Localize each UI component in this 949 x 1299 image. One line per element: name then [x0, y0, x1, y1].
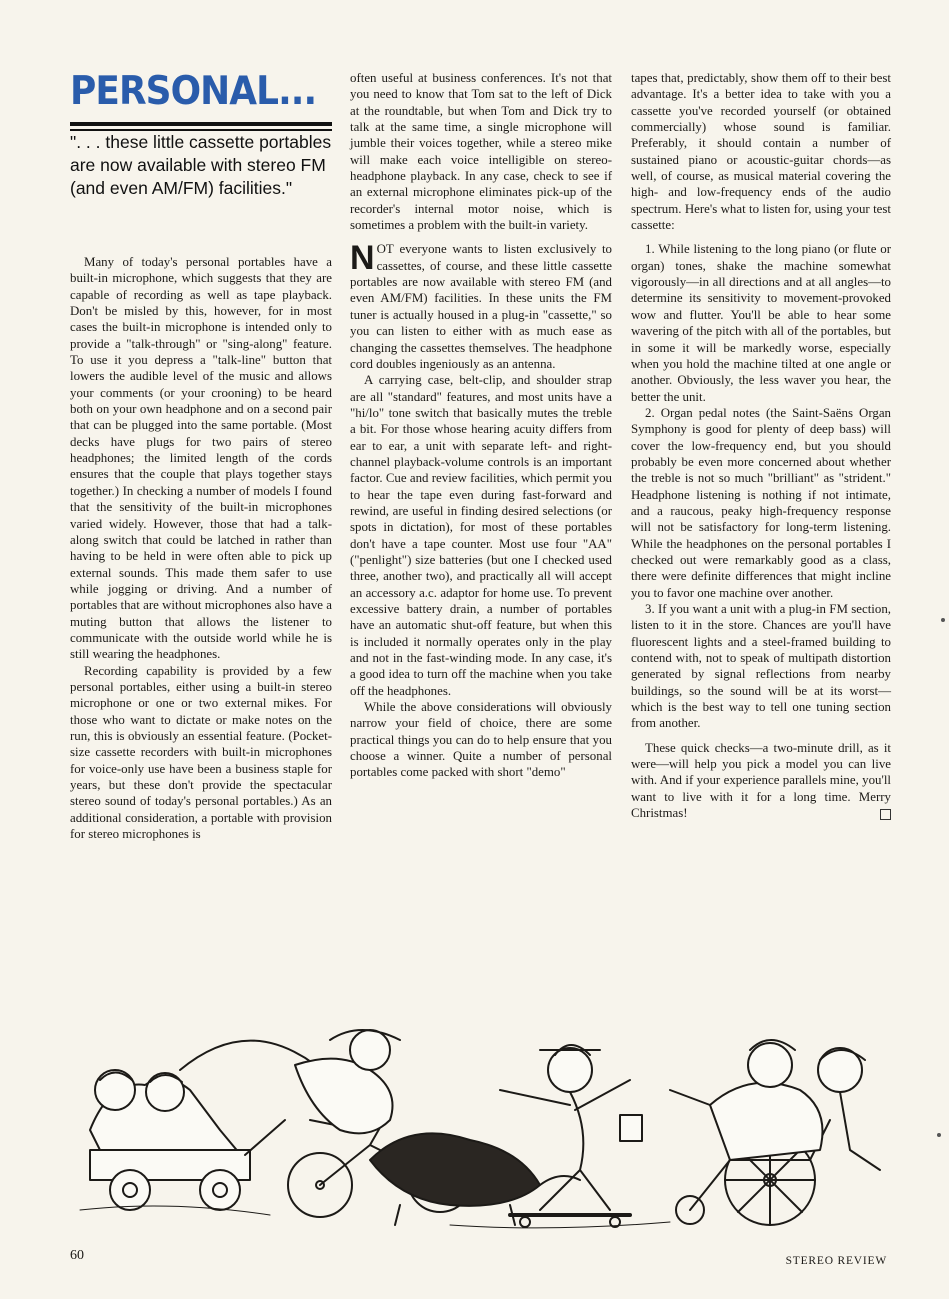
list-item: 1. While listening to the long piano (or flute or organ) tones, shake the machine somewhat vigorously—in all directions and at all angles—to determine its sensitivity to movement-provoked wow and flutter. You'll be able to hear some wavering of the pitch with all of the portables, but in some it will be markedly worse, especially when you hold the machine tilted at one angle or another. Obviously, the less waver you hear, the better the unit. — [631, 242, 891, 404]
paragraph: While the above considerations will obviously narrow your field of choice, there are some practical things you can do to help ensure that you choose a winner. Quite a number of personal portables come packed with short "demo" — [350, 700, 612, 780]
lead-in: OT — [376, 242, 394, 257]
list-item: 2. Organ pedal notes (the Saint-Saëns Organ Symphony is good for plenty of deep bass) will cover the low-frequency end, but you should probably be even more concerned about whether the treble is not so much "brilliant" as "strident." Headphone listening is nothing if not intimate, and a raucous, peaky high-frequency response will not be satisfactory for long-term listening. While the headphones on the personal portables I checked out were remarkably good as a class, there were definite differences that might incline you to favor one machine over another. — [631, 405, 891, 600]
cartoon-illustration — [70, 1010, 890, 1240]
end-mark-icon — [880, 809, 891, 820]
headline: PERSONAL... — [70, 69, 317, 114]
closing-text: These quick checks—a two-minute drill, as it were—will help you pick a model you can live with. And if your experience parallels mine, you'll want to live with it for a long time. Merry Christmas! — [631, 740, 891, 821]
scan-speck — [941, 618, 945, 622]
paragraph: Many of today's personal portables have a built-in microphone, which suggests that they are capable of recording as well as tape playback. Don't be misled by this, however, for in most cases the built-in microphone is intended only to provide a "talk-through" or "sing-along" feature. To use it you depress a "talk-line" button that lowers the audible level of the music and allows your comments (or your crooning) to be heard both on your own headphone and on a second pair that can be plugged into the same portable. (Most decks have plugs for two pairs of stereo headphones; the limited length of the cords ensures that the couple that plays together stays together.) In checking a number of models I found that the sensitivity of the built-in microphones varied widely. However, those that had a talk-along switch that could be latched in rather than having to be held in were often able to pick up external sounds. This made them safer to use while jogging or driving. And a number of portables that are without microphones also have a muting button that allows the listener to communicate with the outside world while he is still wearing the headphones. — [70, 255, 332, 662]
column-2 — [350, 70, 612, 781]
closing-paragraph — [631, 740, 891, 822]
paragraph: A carrying case, belt-clip, and shoulder strap are all "standard" features, and most units have a "hi/lo" tone switch that basically mutes the treble a bit. For those whose hearing acuity differs from ear to ear, a unit with separate left- and right-channel playback-volume controls is an important factor. Cue and review facilities, which permit you to hear the tape even during fast-forward and rewind, are useful in finding desired selections (or spots in dictation), for most of these portables don't have a tape counter. Most use four "AA" ("penlight") size batteries (but one I checked used three, another two), and practically all will accept an accessory a.c. adaptor for home use. To prevent excessive battery drain, a number of portables have an automatic shut-off feature, but when this is included it normally operates only in the play and not in the fast-winding mode. In any case, it's a good idea to turn off the machine when you take off the headphones. — [350, 373, 612, 698]
magazine-name: STEREO REVIEW — [785, 1255, 887, 1267]
pull-quote: ". . . these little cassette portables are now available with stereo FM (and even AM/FM) facilities." — [70, 132, 332, 198]
list-item: 3. If you want a unit with a plug-in FM section, listen to it in the store. Chances are you'll have fluorescent lights and a steel-framed building to contend with, not to speak of multipath distortion generated by signal reflections from nearby buildings, so the sound will be at its worst—which is the best way to tell one tuning section from another. — [631, 602, 891, 731]
headline-rule-thick — [70, 122, 332, 126]
column-3 — [631, 70, 891, 821]
page-number: 60 — [70, 1248, 84, 1263]
paragraph: often useful at business conferences. It's not that you need to know that Tom sat to the left of Dick at the roundtable, but when Tom and Dick try to talk at the same time, a single microphone will jumble their voices together, while a stereo mike will make each voice intelligible on stereo-headphone playback. In any case, check to see if an external microphone eliminates pick-up of the recorder's internal motor noise, which is sometimes a problem with the built-in variety. — [350, 71, 612, 233]
paragraph-text: everyone wants to listen exclusively to cassettes, of course, and these little cassette portables are now available with stereo FM (and even AM/FM) facilities. In these units the FM tuner is actually housed in a plug-in "cassette," so you can listen to either with as much ease as changing the cassettes themselves. The headphone cord doubles ingeniously as an antenna. — [350, 242, 612, 371]
column-1 — [70, 70, 332, 842]
paragraph: tapes that, predictably, show them off to their best advantage. It's a better idea to take with you a cassette you've recorded yourself (or obtained commercially) whose sound is familiar. Preferably, it should contain a number of sustained piano or acoustic-guitar chords—as well, of course, as musical material covering the high- and low-frequency ends of the audio spectrum. Here's what to listen for, using your test cassette: — [631, 71, 891, 233]
drop-cap: N — [350, 239, 375, 278]
scan-speck — [937, 1133, 941, 1137]
column-1-body — [70, 254, 332, 842]
paragraph: Recording capability is provided by a few personal portables, either using a built-in stereo microphone or one or two external mikes. For those who want to dictate or make notes on the run, this is obviously an essential feature. (Pocket-size cassette recorders with built-in microphones for voice-only use have been a business staple for years, but these don't provide the spectacular stereo sound of today's personal portables.) As an additional consideration, a portable with provision for stereo microphones is — [70, 663, 332, 842]
section-opening-paragraph — [350, 241, 612, 372]
